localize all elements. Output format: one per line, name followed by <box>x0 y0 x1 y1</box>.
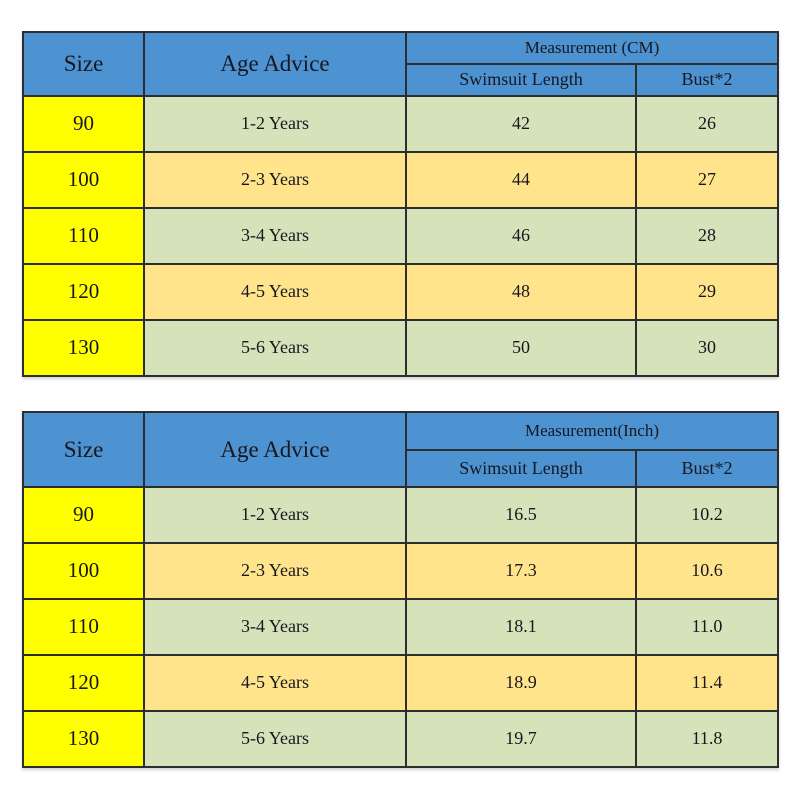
table-row <box>23 152 778 208</box>
swimsuit-length-column-header: Swimsuit Length <box>406 64 636 96</box>
age-cell: 1-2 Years <box>144 487 406 543</box>
bust-cell: 10.6 <box>636 543 778 599</box>
bust-cell: 29 <box>636 264 778 320</box>
table-row <box>23 543 778 599</box>
length-cell: 18.9 <box>406 655 636 711</box>
age-cell: 4-5 Years <box>144 655 406 711</box>
table-row <box>23 264 778 320</box>
age-cell: 5-6 Years <box>144 711 406 767</box>
bust-cell: 11.0 <box>636 599 778 655</box>
length-cell: 48 <box>406 264 636 320</box>
size-cell: 100 <box>23 543 144 599</box>
bust-column-header: Bust*2 <box>636 450 778 487</box>
length-cell: 42 <box>406 96 636 152</box>
table-row <box>23 711 778 767</box>
swimsuit-length-column-header: Swimsuit Length <box>406 450 636 487</box>
table-row <box>23 599 778 655</box>
table-row <box>23 96 778 152</box>
length-cell: 16.5 <box>406 487 636 543</box>
length-cell: 46 <box>406 208 636 264</box>
size-cell: 130 <box>23 711 144 767</box>
bust-cell: 11.4 <box>636 655 778 711</box>
length-cell: 18.1 <box>406 599 636 655</box>
length-cell: 17.3 <box>406 543 636 599</box>
table-row <box>23 208 778 264</box>
size-cell: 110 <box>23 599 144 655</box>
length-cell: 50 <box>406 320 636 376</box>
size-chart-inch-table <box>22 411 779 768</box>
size-cell: 120 <box>23 264 144 320</box>
size-cell: 100 <box>23 152 144 208</box>
bust-cell: 10.2 <box>636 487 778 543</box>
bust-cell: 11.8 <box>636 711 778 767</box>
age-cell: 3-4 Years <box>144 208 406 264</box>
age-cell: 2-3 Years <box>144 543 406 599</box>
bust-cell: 27 <box>636 152 778 208</box>
age-cell: 3-4 Years <box>144 599 406 655</box>
size-cell: 120 <box>23 655 144 711</box>
table-row <box>23 320 778 376</box>
size-cell: 90 <box>23 487 144 543</box>
age-cell: 2-3 Years <box>144 152 406 208</box>
size-cell: 130 <box>23 320 144 376</box>
size-chart-cm-header <box>23 32 778 96</box>
bust-cell: 26 <box>636 96 778 152</box>
table-row <box>23 487 778 543</box>
age-cell: 5-6 Years <box>144 320 406 376</box>
size-chart-cm-table <box>22 31 779 377</box>
age-advice-column-header: Age Advice <box>144 32 406 96</box>
bust-column-header: Bust*2 <box>636 64 778 96</box>
age-cell: 4-5 Years <box>144 264 406 320</box>
size-column-header: Size <box>23 32 144 96</box>
length-cell: 19.7 <box>406 711 636 767</box>
size-chart-inch-header <box>23 412 778 487</box>
age-advice-column-header: Age Advice <box>144 412 406 487</box>
size-cell: 90 <box>23 96 144 152</box>
measurement-inch-group-header: Measurement(Inch) <box>406 412 778 450</box>
bust-cell: 30 <box>636 320 778 376</box>
size-column-header: Size <box>23 412 144 487</box>
table-row <box>23 655 778 711</box>
measurement-cm-group-header: Measurement (CM) <box>406 32 778 64</box>
bust-cell: 28 <box>636 208 778 264</box>
size-cell: 110 <box>23 208 144 264</box>
length-cell: 44 <box>406 152 636 208</box>
age-cell: 1-2 Years <box>144 96 406 152</box>
